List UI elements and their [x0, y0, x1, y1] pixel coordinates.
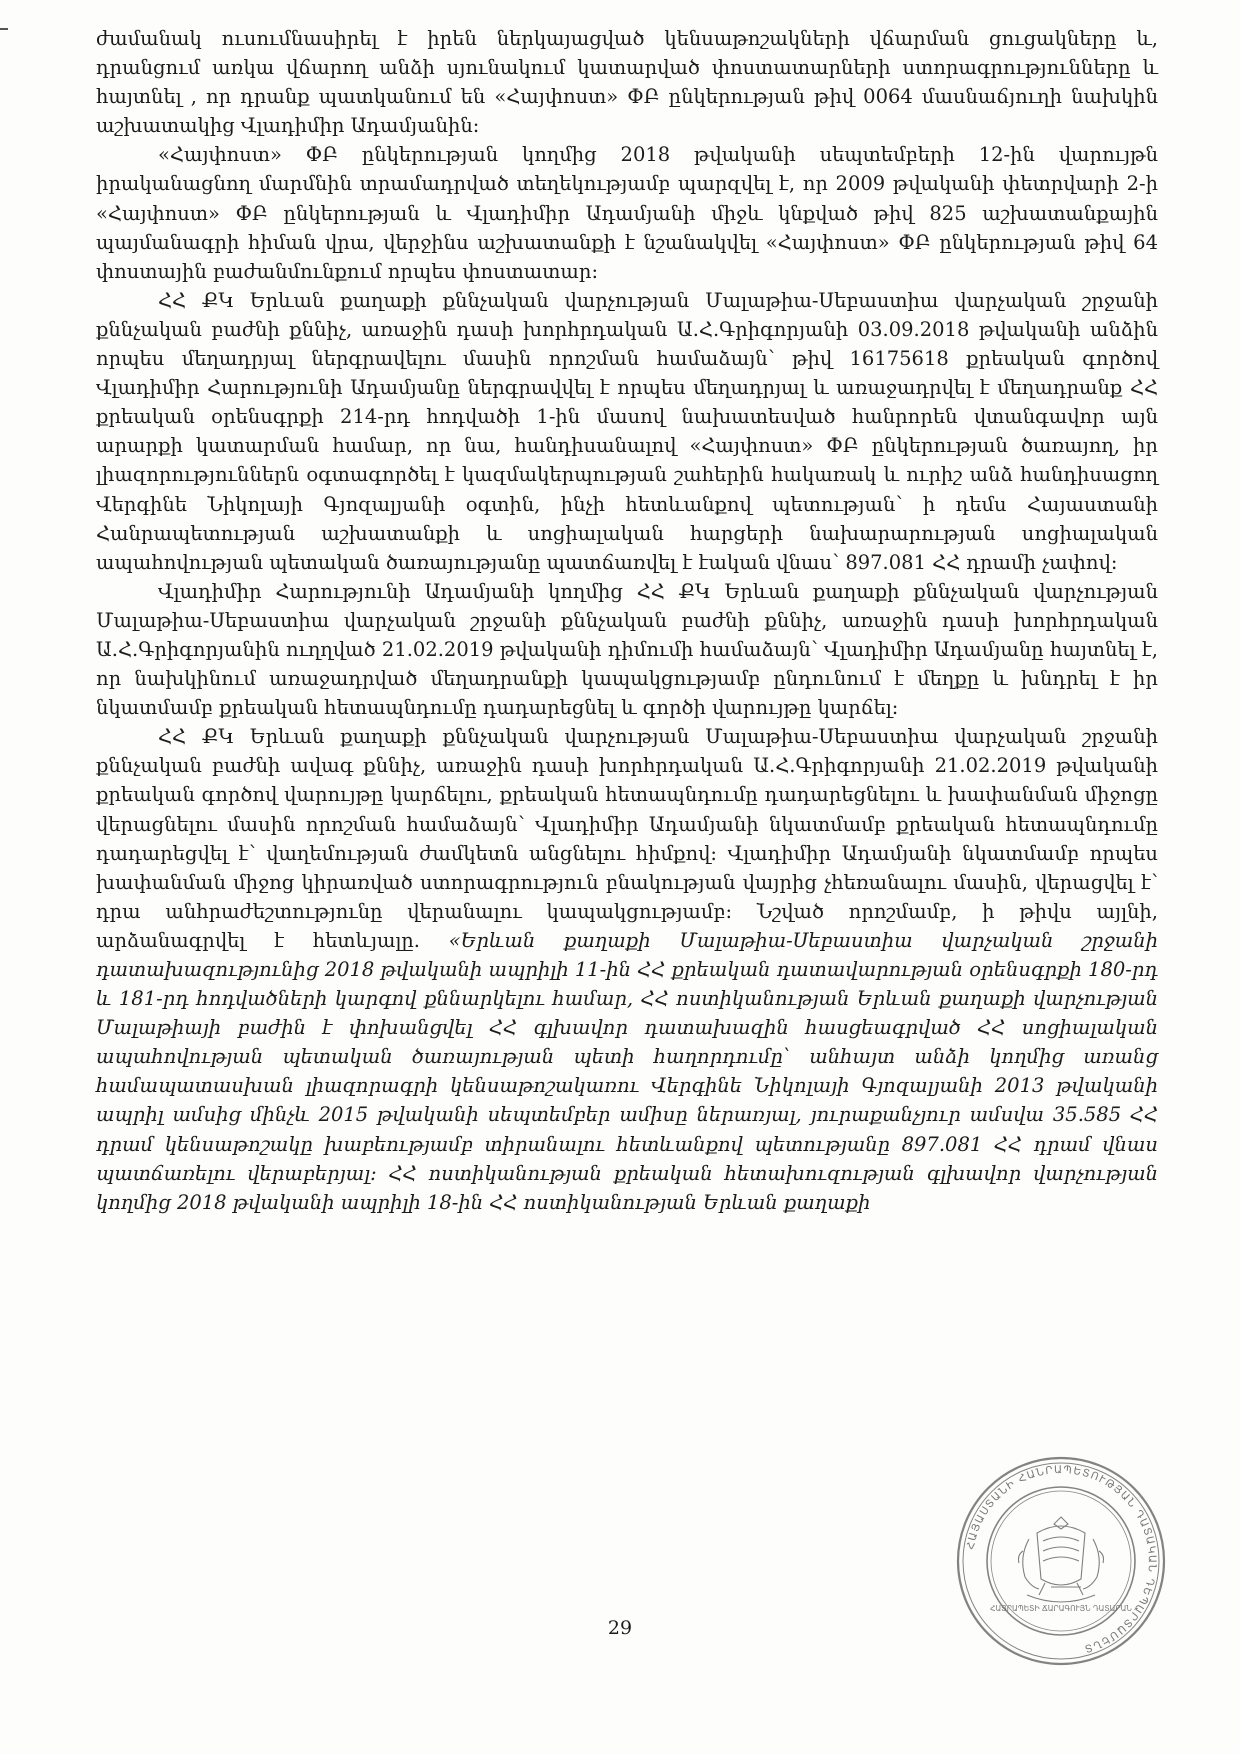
paragraph-4: Վլադիմիր Հարությունի Ադամյանի կողմից ՀՀ ՔԿ Երևան քաղաքի քննչական վարչության Մալաթիա-Սեբաստիա վարչական շրջանի քննչական բաժնի քննիչ, առաջին դասի խորհրդական Ա.Հ.Գրիգորյանին ուղղված 21.02.2019 թվականի դիմումի համաձայն՝ Վլադիմիր Ադամյանը հայտնել է, որ նախկինում առաջադրված մեղադրանքի կապակցությամբ ընդունում է մեղքը և խնդրել է իր նկատմամբ քրեական հետապնդումը դադարեցնել և գործի վարույթը կարճել: — [96, 579, 1158, 720]
paragraph-5-quote: «Երևան քաղաքի Մալաթիա-Սեբաստիա վարչական շրջանի դատախազությունից 2018 թվականի ապրիլի 11-ին ՀՀ քրեական դատավարության օրենսգրքի 180-րդ և 181-րդ հոդվածների կարգով քննարկելու համար, ՀՀ ոստիկանության Երևան քաղաքի վարչության Մալաթիայի բաժին է փոխանցվել ՀՀ գլխավոր դատախազին հասցեագրված ՀՀ սոցիալական ապահովության պետական ծառայության պետի հաղորդումը՝ անհայտ անձի կողմից առանց համապատասխան լիազորագրի կենսաթոշակառու Վերգինե Նիկոլայի Գյոզալյանի 2013 թվականի ապրիլ ամսից մինչև 2015 թվականի սեպտեմբեր ամիսը ներառյալ, յուրաքանչյուր ամսվա 35.585 ՀՀ դրամ կենսաթոշակը խաբեությամբ տիրանալու հետևանքով պետությանը 897.081 ՀՀ դրամ վնաս պատճառելու վերաբերյալ: ՀՀ ոստիկանության քրեական հետախուզության գլխավոր վարչության կողմից 2018 թվականի ապրիլի 18-ին ՀՀ ոստիկանության Երևան քաղաքի — [96, 928, 1158, 1214]
seal-emblem — [1019, 1517, 1104, 1602]
paragraph-3: ՀՀ ՔԿ Երևան քաղաքի քննչական վարչության Մալաթիա-Սեբաստիա վարչական շրջանի քննչական բաժնի քննիչ, առաջին դասի խորհրդական Ա.Հ.Գրիգորյանի 03.09.2018 թվականի անձին որպես մեղադրյալ ներգրավելու մասին որոշման համաձայն՝ թիվ 16175618 քրեական գործով Վլադիմիր Հարությունի Ադամյանը ներգրավվել է որպես մեղադրյալ և առաջադրվել է մեղադրանք ՀՀ քրեական օրենսգրքի 214-րդ հոդվածի 1-ին մասով նախատեսված հանրորեն վտանգավոր այն արարքի կատարման համար, որ նա, հանդիսանալով «Հայփոստ» ՓԲ ընկերության ծառայող, իր լիազորություններն օգտագործել է կազմակերպության շահերին հակառակ և ուրիշ անձ հանդիսացող Վերգինե Նիկոլայի Գյոզալյանի օգտին, ինչի հետևանքով պետության՝ ի դեմս Հայաստանի Հանրապետության աշխատանքի և սոցիալական հարցերի նախարարության սոցիալական ապահովության պետական ծառայությանը պատճառվել է էական վնաս՝ 897.081 ՀՀ դրամի չափով: — [96, 288, 1158, 574]
scan-mark — [0, 28, 8, 30]
page-number: 29 — [607, 1617, 633, 1639]
seal-inner-text: ՀԱՅՐԱՊԵՏԻ ՃԱՐԱԳՈՒՅՆ ԴԱՏԱՐԱՆ — [990, 1604, 1132, 1613]
court-seal — [955, 1455, 1167, 1667]
paragraph-5-regular: ՀՀ ՔԿ Երևան քաղաքի քննչական վարչության Մալաթիա-Սեբաստիա վարչական շրջանի քննչական բաժնի ավագ քննիչ, առաջին դասի խորհրդական Ա.Հ.Գրիգորյանի 21.02.2019 թվականի քրեական գործով վարույթը կարճելու, քրեական հետապնդումը դադարեցնելու և խափանման միջոցը վերացնելու մասին որոշման համաձայն՝ Վլադիմիր Ադամյանի նկատմամբ քրեական հետապնդումը դադարեցվել է՝ վաղեմության ժամկետն անցնելու հիմքով: Վլադիմիր Ադամյանի նկատմամբ որպես խափանման միջոց կիրառված ստորագրություն բնակության վայրից չհեռանալու մասին, վերացվել է՝ դրա անհրաժեշտությունը վերանալու կապակցությամբ: Նշված որոշմամբ, ի թիվս այլնի, արձանագրվել է հետևյալը. — [96, 725, 1158, 952]
body-text — [96, 24, 1158, 1217]
seal-outer-text: ՀԱՅԱՍՏԱՆԻ ՀԱՆՐԱՊԵՏՈՒԹՅԱՆ ԴԱՏԱԿԱՆ ԴԵՊԱՐՏԱՄԵՆՏ — [964, 1463, 1159, 1655]
paragraph-5 — [96, 722, 1158, 1217]
paragraph-2: «Հայփոստ» ՓԲ ընկերության կողմից 2018 թվականի սեպտեմբերի 12-ին վարույթն իրականացնող մարմնին տրամադրված տեղեկությամբ պարզվել է, որ 2009 թվականի փետրվարի 2-ի «Հայփոստ» ՓԲ ընկերության և Վլադիմիր Ադամյանի միջև կնքված թիվ 825 աշխատանքային պայմանագրի հիման վրա, վերջինս աշխատանքի է նշանակվել «Հայփոստ» ՓԲ ընկերության թիվ 64 փոստային բաժանմունքում որպես փոստատար: — [96, 143, 1158, 283]
paragraph-1: ժամանակ ուսումնասիրել է իրեն ներկայացված կենսաթոշակների վճարման ցուցակները և, դրանցում առկա վճարող անձի սյունակում կատարված փոստատարների ստորագրությունները և հայտնել , որ դրանք պատկանում են «Հայփոստ» ՓԲ ընկերության թիվ 0064 մասնաճյուղի նախկին աշխատակից Վլադիմիր Ադամյանին: — [96, 27, 1158, 138]
